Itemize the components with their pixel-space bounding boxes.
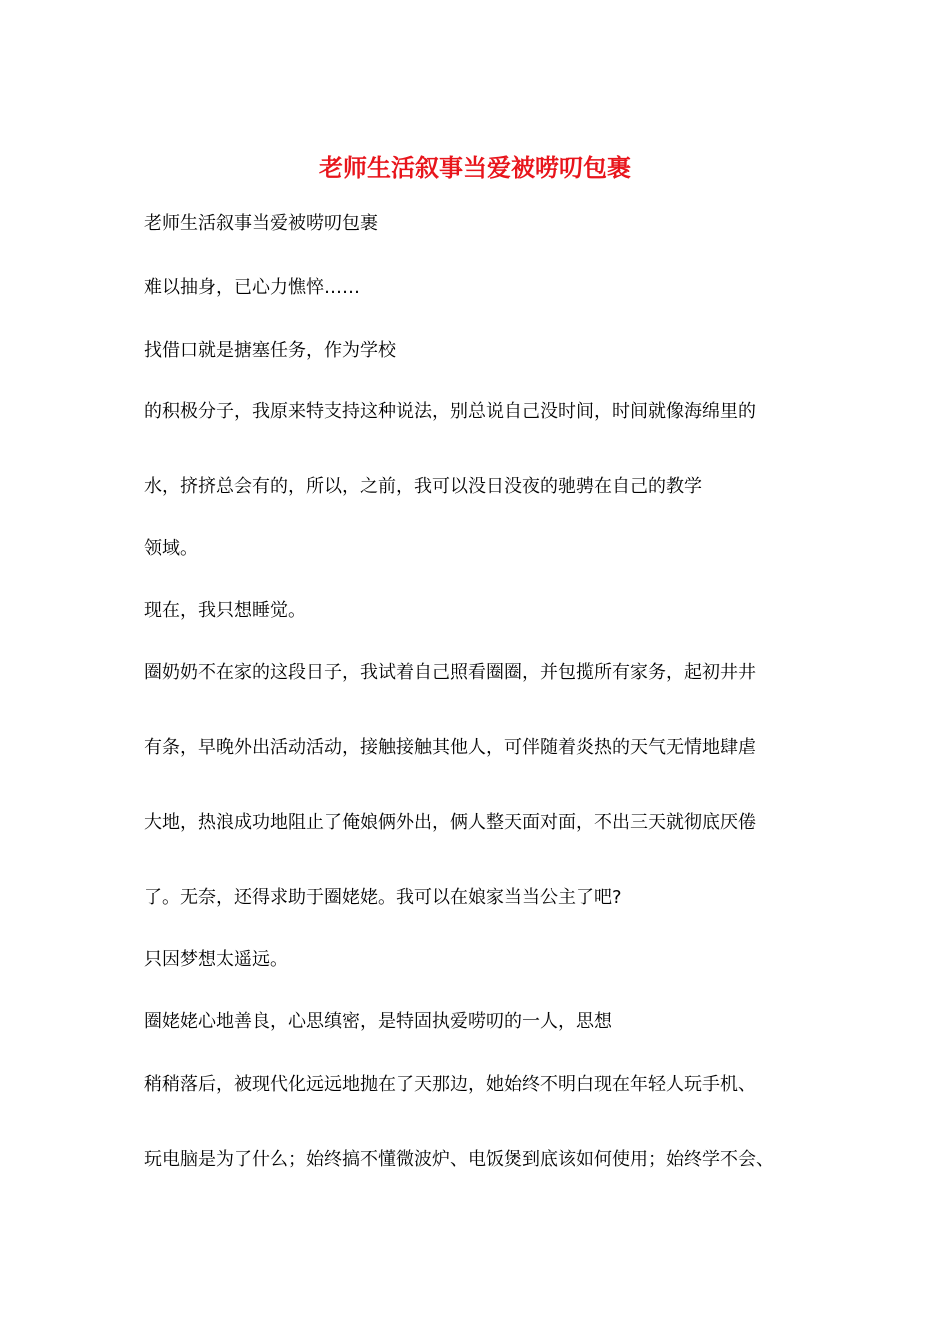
- text-line-11: 了。无奈，还得求助于圈姥姥。我可以在娘家当当公主了吧?: [144, 887, 622, 908]
- text-line-1: 老师生活叙事当爱被唠叨包裹: [144, 213, 378, 234]
- text-line-15: 玩电脑是为了什么；始终搞不懂微波炉、电饭煲到底该如何使用；始终学不会、: [144, 1149, 774, 1170]
- text-line-8: 圈奶奶不在家的这段日子，我试着自己照看圈圈，并包揽所有家务，起初井井: [144, 662, 756, 683]
- text-line-12: 只因梦想太遥远。: [144, 949, 288, 970]
- text-line-6: 领域。: [144, 538, 198, 559]
- text-line-14: 稍稍落后，被现代化远远地抛在了天那边，她始终不明白现在年轻人玩手机、: [144, 1074, 756, 1095]
- text-line-4: 的积极分子，我原来特支持这种说法，别总说自己没时间，时间就像海绵里的: [144, 401, 756, 422]
- text-line-13: 圈姥姥心地善良，心思缜密，是特固执爱唠叨的一人，思想: [144, 1011, 612, 1032]
- text-line-7: 现在，我只想睡觉。: [144, 600, 306, 621]
- text-line-3: 找借口就是搪塞任务，作为学校: [144, 340, 396, 361]
- text-line-5: 水，挤挤总会有的，所以，之前，我可以没日没夜的驰骋在自己的教学: [144, 476, 702, 497]
- text-line-2: 难以抽身，已心力憔悴……: [144, 277, 360, 298]
- text-line-9: 有条，早晚外出活动活动，接触接触其他人，可伴随着炎热的天气无情地肆虐: [144, 737, 756, 758]
- text-line-10: 大地，热浪成功地阻止了俺娘俩外出，俩人整天面对面，不出三天就彻底厌倦: [144, 812, 756, 833]
- document-title: 老师生活叙事当爱被唠叨包裹: [319, 153, 631, 182]
